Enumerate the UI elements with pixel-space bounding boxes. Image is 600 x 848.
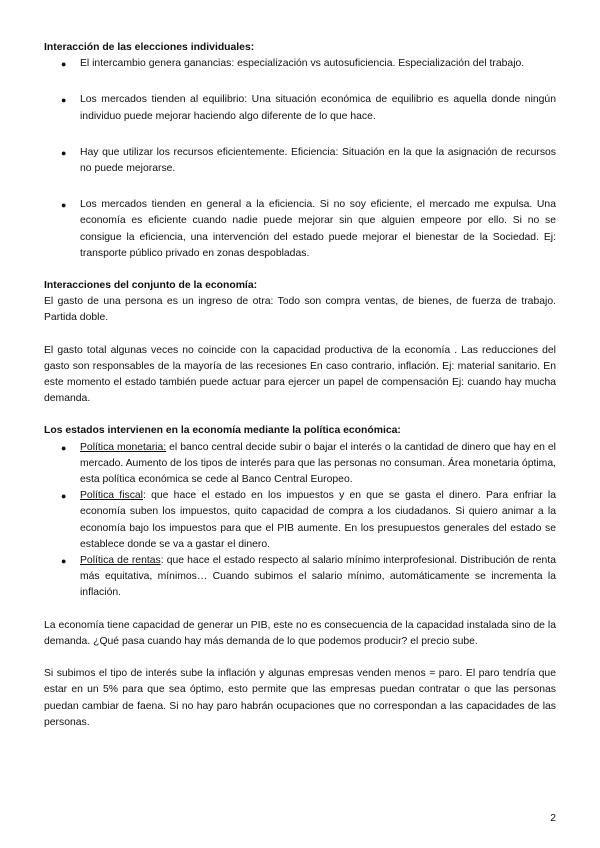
list-item [44, 197, 556, 262]
list-item-text: El intercambio genera ganancias: especialización vs autosuficiencia. Especialización del trabajo. [80, 58, 525, 70]
policy-term: Política fiscal [80, 490, 143, 502]
paragraph: El gasto de una persona es un ingreso de otra: Todo son compra ventas, de bienes, de fuerza de trabajo. Partida doble. [44, 296, 556, 324]
list-item [44, 553, 556, 602]
list-item [44, 488, 556, 553]
page-number: 2 [550, 813, 556, 824]
list-item-text: Los mercados tienden en general a la eficiencia. Si no soy eficiente, el mercado me expulsa. Una economía es eficiente cuando nadie puede mejorar sin que alguien empeore por ello. Si no se consigue la eficiencia, una intervención del estado puede mejorar el bienestar de la Sociedad. Ej: transporte público privado en zonas despobladas. [80, 199, 556, 259]
policy-term: Política monetaria: [80, 441, 167, 453]
list-item [44, 440, 556, 489]
list-item-text: Los mercados tienden al equilibrio: Una situación económica de equilibrio es aquella donde ningún individuo puede mejorar haciendo algo diferente de lo que hace. [80, 94, 556, 122]
bullet-list [44, 56, 556, 262]
section-whole-economy [44, 278, 556, 407]
bullet-icon: ● [61, 95, 67, 106]
list-item-text: Hay que utilizar los recursos eficientemente. Eficiencia: Situación en la que la asignación de recursos no puede mejorarse. [80, 146, 556, 175]
policy-term: Política de rentas [80, 555, 161, 567]
spacer [44, 125, 556, 145]
policy-description: : que hace el estado en los impuestos y en que se gasta el dinero. Para enfriar la economía suben los impuestos, quito capacidad de compra a los ciudadanos. Si quiero animar a la economía bajo los impuestos para que el PIB aumente. En los presupuestos generales del estado se establece donde se va a gastar el dinero. [80, 490, 556, 550]
bullet-icon: ● [61, 200, 67, 211]
paragraph: La economía tiene capacidad de generar un PIB, este no es consecuencia de la capacidad instalada sino de la demanda. ¿Qué pasa cuando hay más demanda de lo que podemos producir? el precio sube. [44, 619, 556, 647]
section-heading: Interacciones del conjunto de la economía: [44, 280, 258, 292]
paragraph: El gasto total algunas veces no coincide con la capacidad productiva de la economía . Las reducciones del gasto son responsables de la mayoría de las recesiones En caso contrario, inflación. Ej: material sanitario. En este momento el estado también puede actuar para ejercer un papel de compensación Ej: cuando hay mucha demanda. [44, 344, 556, 405]
bullet-icon: ● [61, 442, 67, 453]
bullet-icon: ● [61, 491, 67, 502]
paragraph: Si subimos el tipo de interés sube la inflación y algunas empresas venden menos = paro. El paro tendría que estar en un 5% para que sea óptimo, esto permite que las empresas puedan contratar o que las personas puedan cambiar de faena. Si no hay paro habrán ocupaciones que no correspondan a las capacidades de las personas. [44, 668, 556, 728]
bullet-icon: ● [61, 59, 67, 70]
bullet-icon: ● [61, 147, 67, 158]
list-item [44, 145, 556, 177]
section-individual-choices [44, 40, 556, 262]
section-heading: Los estados intervienen en la economía mediante la política económica: [44, 425, 401, 437]
policy-description: el banco central decide subir o bajar el interés o la cantidad de dinero que hay en el mercado. Aumento de los tipos de interés para que las personas no consuman. Área monetaria óptima, esta política económica se cede al Banco Central Europeo. [80, 441, 556, 486]
list-item [44, 56, 556, 72]
spacer [44, 72, 556, 92]
spacer [44, 177, 556, 197]
policy-description: : que hace el estado respecto al salario mínimo interprofesional. Distribución de renta más equitativa, mínimos… Cuando subimos el salario mínimo, automáticamente se incrementa la inflación. [80, 555, 556, 599]
bullet-icon: ● [61, 556, 67, 567]
section-economic-policy [44, 423, 556, 601]
bullet-list [44, 440, 556, 602]
list-item [44, 92, 556, 124]
section-heading: Interacción de las elecciones individuales: [44, 42, 255, 53]
